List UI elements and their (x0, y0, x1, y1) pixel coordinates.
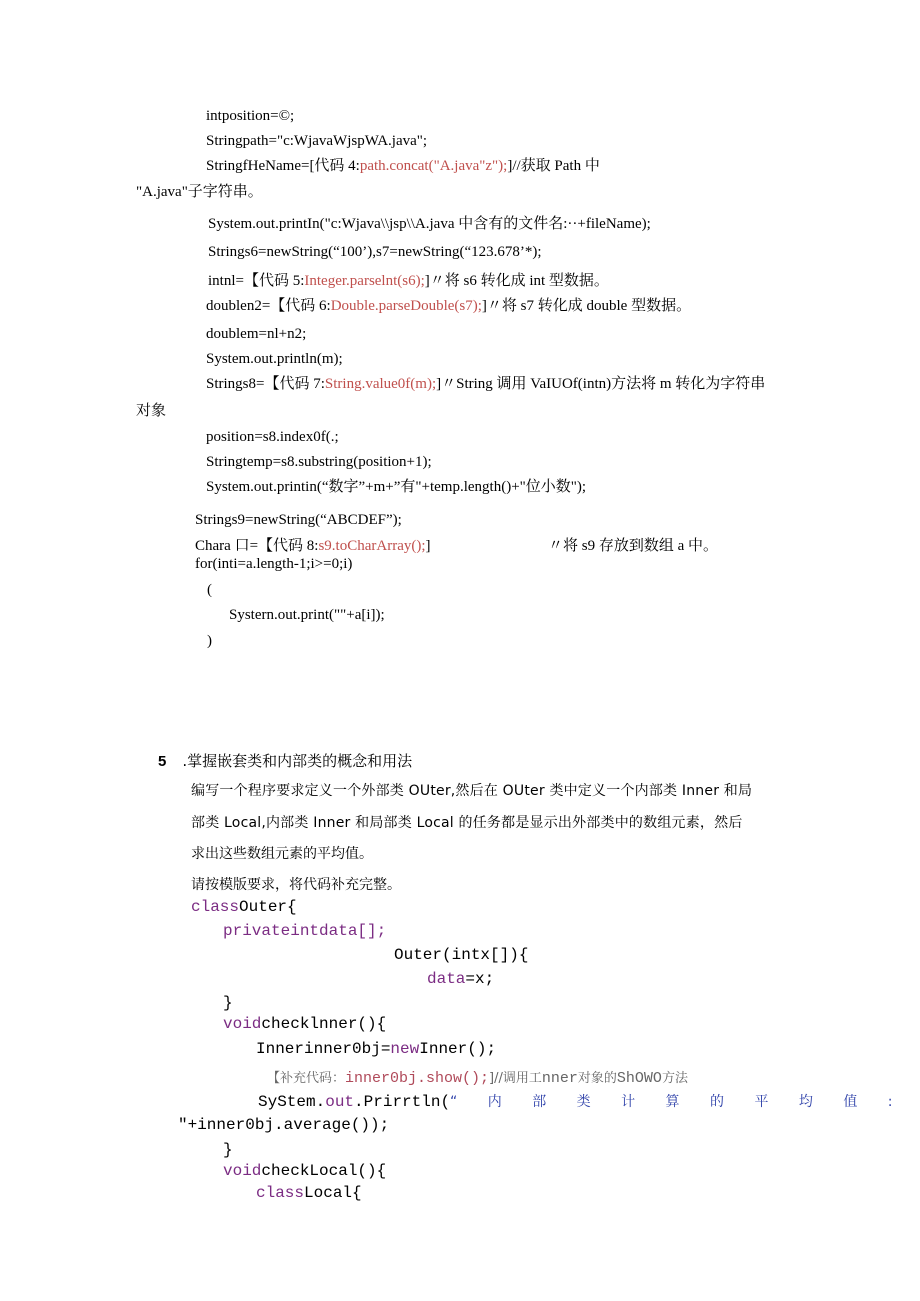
keyword: new (390, 1040, 420, 1058)
code-line (427, 970, 494, 988)
code-comment: 〃将 s9 存放到数组 a 中。 (548, 538, 718, 554)
code-text: StringfHeName= (206, 158, 310, 174)
code-line (256, 1184, 362, 1202)
code-text: intnl=【代码 5: (208, 273, 305, 289)
code-text: Local{ (304, 1184, 362, 1202)
code-line (256, 1040, 496, 1058)
code-line: "A.java"子字符串。 (136, 184, 263, 200)
code-line: Systern.out.print(""+a[i]); (229, 607, 385, 623)
code-line (191, 898, 297, 916)
code-line (258, 1093, 906, 1111)
paragraph: 编写一个程序要求定义一个外部类 OUter,然后在 OUter 类中定义一个内部类 Inner 和局 (191, 783, 753, 799)
code-line: 对象 (136, 403, 167, 419)
keyword: class (256, 1184, 305, 1202)
code-comment: ]〃String 调用 VaIUOf(intn)方法将 m 转化为字符串 (436, 376, 766, 392)
string-literal: “ 内 部 类 计 算 的 平 均 值 : (450, 1094, 906, 1110)
code-line: System.out.printin(“数字”+m+”有"+temp.length()+"位小数"); (206, 479, 587, 495)
code-text: Strings8=【代码 7: (206, 376, 325, 392)
code-line: Strings6=newString(“100’),s7=newString(“123.678’*); (208, 244, 542, 260)
code-comment: ]〃将 s7 转化成 double 型数据。 (481, 298, 692, 314)
code-comment: ShOWO (616, 1070, 662, 1087)
keyword: void (223, 1162, 262, 1180)
code-text: ] (425, 538, 431, 554)
code-line (206, 297, 691, 315)
code-line: ) (207, 633, 212, 649)
keyword: void (223, 1015, 262, 1033)
code-text: .Prirrtln( (354, 1093, 451, 1111)
code-line: position=s8.index0f(.; (206, 429, 339, 445)
code-line: Stringpath="c:WjavaWjspWA.java"; (206, 133, 428, 149)
code-comment: 对象的 (577, 1071, 617, 1086)
code-line (208, 272, 609, 290)
keyword: class (191, 898, 240, 916)
answer-code: String.value0f(m); (324, 376, 437, 392)
paragraph: 请按模版要求，将代码补充完整。 (191, 877, 401, 893)
code-text: doublen2=【代码 6: (206, 298, 331, 314)
code-comment: ]〃将 s6 转化成 int 型数据。 (424, 273, 609, 289)
code-line: System.out.println(m); (206, 351, 343, 367)
code-line (223, 1015, 386, 1033)
code-line (206, 157, 600, 175)
code-text: Innerinner0bj= (256, 1040, 391, 1058)
code-line: intposition=©; (206, 108, 295, 124)
code-text: =x; (465, 970, 495, 988)
code-label: 【补充代码： (267, 1071, 346, 1086)
answer-code: inner0bj.show(); (345, 1070, 490, 1087)
code-line: privateintdata[]; (223, 922, 387, 940)
code-line (195, 537, 431, 555)
code-line: Strings9=newString(“ABCDEF”); (195, 512, 402, 528)
code-text: checkLocal(){ (261, 1162, 387, 1180)
code-line (223, 1162, 386, 1180)
paragraph: 求出这些数组元素的平均值。 (191, 846, 373, 862)
answer-code: s9.toCharArray(); (318, 538, 426, 554)
paragraph: 部类 Local,内部类 Inner 和局部类 Local 的任务都是显示出外部类中的数组元素，然后 (191, 815, 743, 831)
section-title: .掌握嵌套类和内部类的概念和用法 (182, 752, 413, 770)
code-text: Chara 口=【代码 8: (195, 538, 319, 554)
code-line: doublem=nl+n2; (206, 326, 307, 342)
code-line: } (223, 1141, 233, 1159)
code-comment: ]//获取 Path 中 (507, 158, 600, 174)
code-line: "+inner0bj.average()); (178, 1116, 390, 1134)
field-name: out (325, 1093, 355, 1111)
answer-code: path.concat("A.java"z"); (359, 158, 508, 174)
code-line: } (223, 994, 233, 1012)
code-line: Outer(intx[]){ (394, 946, 529, 964)
answer-code: Integer.parselnt(s6); (304, 273, 425, 289)
code-text: Inner(); (419, 1040, 497, 1058)
code-comment: 方法 (661, 1071, 688, 1086)
code-text: Outer{ (239, 898, 297, 916)
field-name: data (427, 970, 466, 988)
code-comment: nner (541, 1070, 578, 1087)
code-comment: ]//调用工 (489, 1071, 542, 1086)
code-line: for(inti=a.length-1;i>=0;i) (195, 556, 353, 572)
code-line: Stringtemp=s8.substring(position+1); (206, 454, 432, 470)
code-line: ( (207, 582, 212, 598)
code-label: [代码 4: (309, 158, 360, 174)
code-text: SyStem. (258, 1093, 326, 1111)
code-line (267, 1070, 688, 1088)
code-line: System.out.printIn("c:Wjava\\jsp\\A.java 中含有的文件名:··+fileName); (208, 216, 651, 232)
code-text: checklnner(){ (261, 1015, 387, 1033)
section-number: 5 (158, 753, 167, 770)
answer-code: Double.parseDouble(s7); (330, 298, 482, 314)
section-heading (158, 752, 412, 771)
code-line (206, 375, 765, 393)
